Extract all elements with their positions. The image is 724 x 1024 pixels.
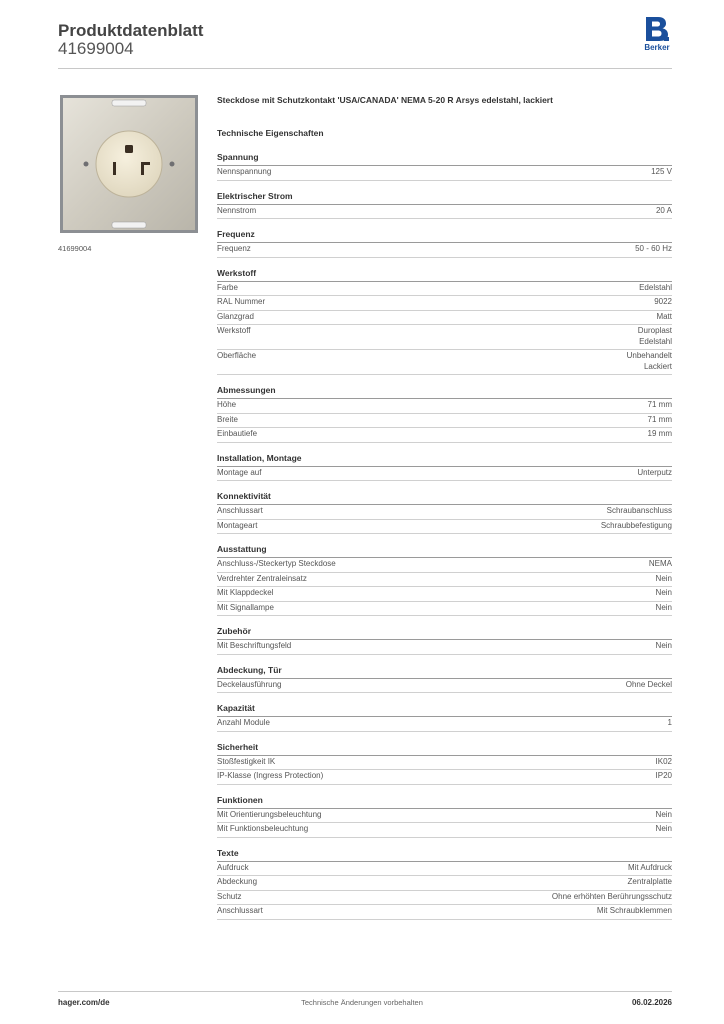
tech-heading: Technische Eigenschaften [217,128,324,138]
spec-value [628,863,672,874]
spec-row [217,640,672,655]
product-image [60,95,198,233]
spec-label: Deckelausführung [217,679,282,689]
section-title: Funktionen [217,795,672,809]
spec-row [217,823,672,838]
spec-row [217,505,672,520]
spec-label: Farbe [217,282,238,292]
spec-label: Schutz [217,891,242,901]
spec-label: RAL Nummer [217,297,266,306]
spec-section [217,626,672,655]
spec-label: Nennspannung [217,167,272,176]
spec-value-line: 125 V [651,167,672,176]
spec-value-line: Nein [655,588,672,597]
spec-label: Nennstrom [217,205,257,215]
spec-label: Glanzgrad [217,311,254,321]
spec-value-line: Unterputz [637,467,672,477]
spec-row [217,325,672,350]
spec-value [638,326,672,347]
spec-section [217,848,672,920]
spec-value-line: Edelstahl [639,336,672,346]
spec-row [217,573,672,588]
spec-section [217,229,672,258]
spec-content [217,94,672,930]
spec-value-line: Nein [655,809,672,819]
section-title: Sicherheit [217,742,672,756]
footer-divider [58,991,672,992]
spec-row [217,717,672,732]
spec-label: Montage auf [217,467,262,477]
spec-value-line: Edelstahl [639,282,672,292]
section-title: Spannung [217,152,672,166]
spec-row [217,876,672,891]
spec-row [217,558,672,573]
spec-row [217,205,672,220]
spec-row [217,166,672,181]
spec-row [217,587,672,602]
spec-label: Anzahl Module [217,718,270,727]
spec-value [656,603,672,614]
spec-label: Mit Funktionsbeleuchtung [217,824,309,833]
spec-value [648,415,672,426]
spec-value-line: 50 - 60 Hz [635,244,672,253]
spec-label: Höhe [217,400,237,409]
image-caption: 41699004 [58,244,92,253]
spec-value-line: IP20 [655,771,672,780]
spec-value-line: 19 mm [647,429,672,438]
brand-name: Berker [644,43,670,52]
spec-row [217,296,672,311]
spec-row [217,311,672,326]
spec-section [217,152,672,181]
section-title: Abmessungen [217,385,672,399]
spec-value [656,757,672,768]
spec-section [217,191,672,220]
spec-value [626,680,672,691]
spec-value [649,559,672,570]
spec-value [656,206,672,217]
spec-row [217,809,672,824]
spec-value-line: Duroplast [637,326,672,335]
spec-section [217,544,672,616]
footer-date: 06.02.2026 [631,998,672,1007]
spec-row [217,679,672,694]
section-title: Zubehör [217,626,672,640]
spec-row [217,862,672,877]
spec-label: Breite [217,414,238,424]
spec-section [217,385,672,443]
spec-label: Anschlussart [217,906,263,915]
spec-section [217,703,672,732]
section-title: Elektrischer Strom [217,191,672,205]
header-divider [58,68,672,69]
spec-label: Mit Signallampe [217,602,274,612]
section-title: Texte [217,848,672,862]
section-title: Konnektivität [217,491,672,505]
spec-value-line: Matt [656,311,672,321]
spec-value [656,810,672,821]
spec-value-line: Mit Schraubklemmen [596,906,672,915]
spec-section [217,453,672,482]
spec-value [637,468,672,479]
spec-row [217,602,672,617]
spec-value [648,429,672,440]
spec-value [656,588,672,599]
spec-value [627,351,672,372]
spec-row [217,414,672,429]
spec-value-line: NEMA [648,559,672,568]
spec-value-line: Unbehandelt [626,351,672,360]
spec-value [656,641,672,652]
spec-row [217,467,672,482]
footer-notice: Technische Änderungen vorbehalten [301,998,423,1007]
spec-label: Werkstoff [217,326,251,335]
spec-row [217,399,672,414]
spec-row [217,428,672,443]
spec-value-line: Schraubanschluss [606,506,672,515]
spec-value-line: 71 mm [647,414,672,424]
spec-label: Stoßfestigkeit IK [217,756,276,766]
spec-value-line: 1 [667,718,672,727]
spec-value [651,167,672,178]
spec-value [656,771,672,782]
section-title: Abdeckung, Tür [217,665,672,679]
spec-value [597,906,672,917]
spec-row [217,905,672,920]
spec-value-line: 9022 [654,297,672,306]
page-title: Produktdatenblatt [58,21,204,40]
spec-value-line: Ohne erhöhten Berührungsschutz [551,891,672,901]
spec-value [656,824,672,835]
spec-value [668,718,672,729]
spec-label: Verdrehter Zentraleinsatz [217,573,307,583]
spec-value-line: Nein [655,602,672,612]
spec-value-line: Nein [655,573,672,583]
spec-value-line: Mit Aufdruck [627,862,672,872]
spec-value [654,297,672,308]
spec-value [639,283,672,294]
spec-label: Anschluss-/Steckertyp Steckdose [217,559,336,568]
spec-value [552,892,672,903]
spec-section [217,742,672,785]
spec-label: Einbautiefe [217,429,258,438]
spec-row [217,282,672,297]
spec-value-line: Nein [655,824,672,833]
spec-label: Frequenz [217,244,251,253]
spec-section [217,665,672,694]
spec-label: Anschlussart [217,506,263,515]
spec-value-line: Nein [655,641,672,650]
spec-label: Abdeckung [217,877,258,886]
spec-value [635,244,672,255]
spec-row [217,350,672,375]
spec-value [628,877,672,888]
spec-value-line: Schraubbefestigung [600,520,672,530]
spec-value [607,506,672,517]
spec-value-line: 20 A [655,205,672,215]
spec-label: Mit Orientierungsbeleuchtung [217,809,322,819]
spec-row [217,520,672,535]
spec-label: IP-Klasse (Ingress Protection) [217,771,324,780]
spec-label: Aufdruck [217,862,249,872]
spec-value [656,574,672,585]
spec-section [217,491,672,534]
spec-label: Mit Klappdeckel [217,588,274,597]
spec-section [217,795,672,838]
section-title: Werkstoff [217,268,672,282]
spec-value [648,400,672,411]
spec-value [601,521,672,532]
footer-website[interactable]: hager.com/de [58,998,110,1007]
spec-value [656,312,672,323]
section-title: Kapazität [217,703,672,717]
berker-b-icon [644,16,670,42]
spec-row [217,770,672,785]
spec-row [217,891,672,906]
spec-label: Oberfläche [217,351,257,360]
spec-value-line: Zentralplatte [627,877,672,886]
product-name: Steckdose mit Schutzkontakt 'USA/CANADA' NEMA 5-20 R Arsys edelstahl, lackiert [217,95,553,105]
spec-label: Mit Beschriftungsfeld [217,641,292,650]
spec-row [217,243,672,258]
spec-value-line: IK02 [655,756,672,766]
spec-value-line: 71 mm [647,400,672,409]
spec-label: Montageart [217,520,258,530]
section-title: Frequenz [217,229,672,243]
spec-section [217,268,672,376]
spec-value-line: Lackiert [643,361,672,371]
spec-value-line: Ohne Deckel [625,679,672,689]
spec-sections [217,152,672,920]
section-title: Installation, Montage [217,453,672,467]
section-title: Ausstattung [217,544,672,558]
spec-row [217,756,672,771]
berker-logo [640,16,674,52]
article-number: 41699004 [58,39,134,58]
